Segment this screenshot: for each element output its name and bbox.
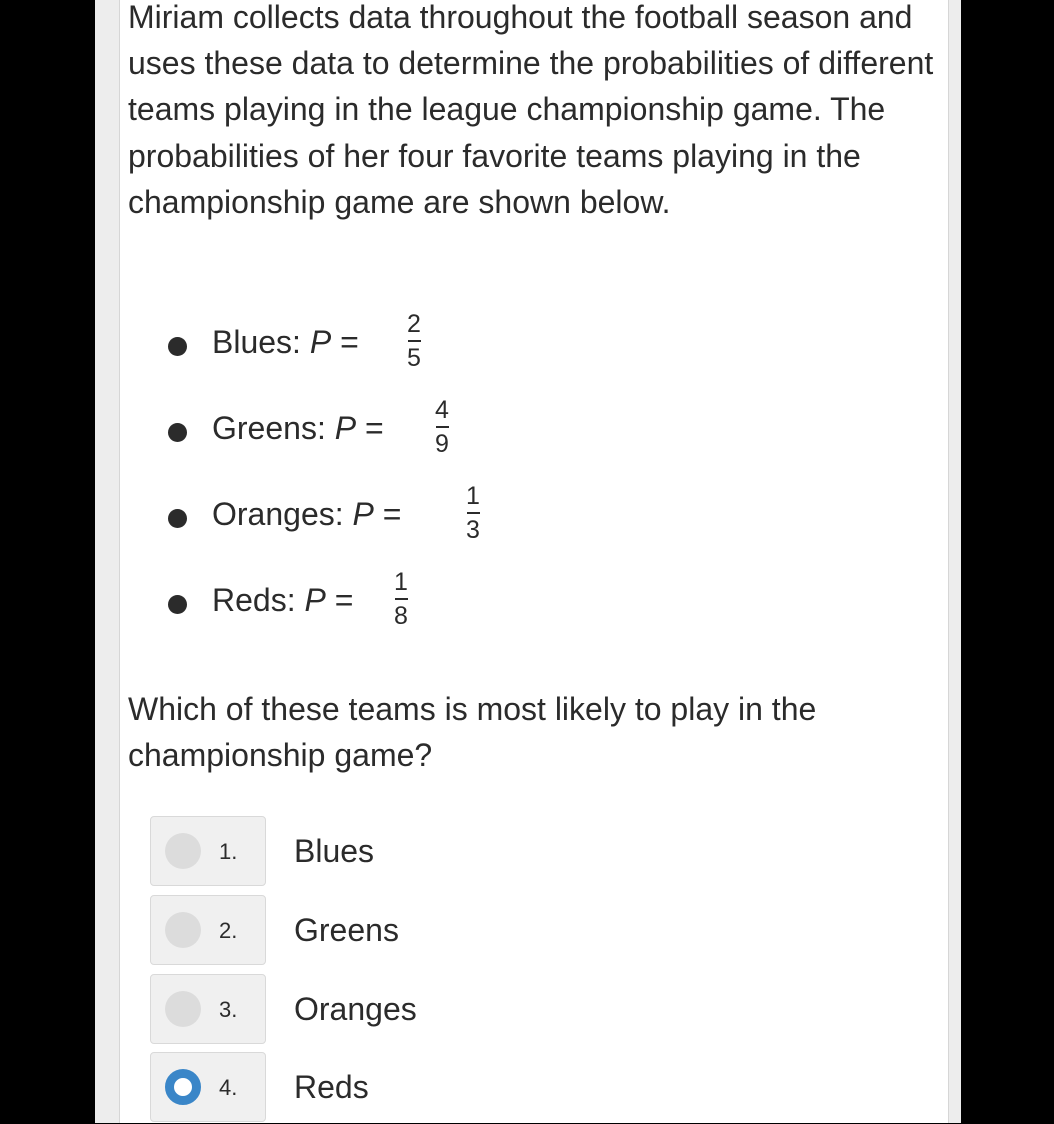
radio-button-icon[interactable]	[165, 833, 201, 869]
probability-fraction: 4 9	[435, 396, 449, 458]
answer-choice-4[interactable]	[150, 1052, 910, 1124]
team-label: Blues: P =	[212, 324, 359, 360]
team-label: Reds: P =	[212, 582, 354, 618]
choice-number: 4.	[219, 1075, 238, 1100]
probability-fraction: 2 5	[407, 310, 421, 372]
choice-label[interactable]: Reds	[294, 1069, 369, 1105]
choice-number: 3.	[219, 997, 238, 1022]
radio-button-icon[interactable]	[165, 991, 201, 1027]
choice-number: 1.	[219, 839, 238, 864]
list-item-greens	[120, 396, 720, 476]
choice-label[interactable]: Oranges	[294, 991, 417, 1027]
choice-label[interactable]: Blues	[294, 833, 375, 869]
answer-choice-1[interactable]	[150, 816, 910, 888]
choice-number: 2.	[219, 918, 238, 943]
page-background	[95, 0, 961, 1123]
probability-fraction: 1 8	[394, 568, 408, 630]
bullet-icon	[168, 423, 187, 442]
list-item-oranges	[120, 482, 720, 562]
choice-label[interactable]: Greens	[294, 912, 399, 948]
bullet-icon	[168, 509, 187, 528]
bullet-icon	[168, 337, 187, 356]
choice-selector[interactable]	[150, 1052, 266, 1122]
team-label: Oranges: P =	[212, 496, 402, 532]
choice-selector[interactable]	[150, 974, 266, 1044]
prompt-text: Which of these teams is most likely to play in the championship game?	[128, 691, 817, 773]
radio-button-icon[interactable]	[165, 912, 201, 948]
list-item-reds	[120, 568, 720, 648]
bullet-icon	[168, 595, 187, 614]
radio-button-selected-icon[interactable]	[165, 1069, 201, 1105]
probability-fraction: 1 3	[466, 482, 480, 544]
choice-selector[interactable]	[150, 895, 266, 965]
choice-selector[interactable]	[150, 816, 266, 886]
question-text: Miriam collects data throughout the football season and uses these data to determine the probabilities of different teams playing in the league championship game. The probabilities of her four favorite teams playing in the championship game are shown below.	[128, 0, 934, 220]
probability-list	[120, 300, 720, 660]
answer-choice-2[interactable]	[150, 895, 910, 967]
question-card	[119, 0, 949, 1123]
team-label: Greens: P =	[212, 410, 384, 446]
answer-choice-3[interactable]	[150, 974, 910, 1046]
list-item-blues	[120, 310, 720, 390]
